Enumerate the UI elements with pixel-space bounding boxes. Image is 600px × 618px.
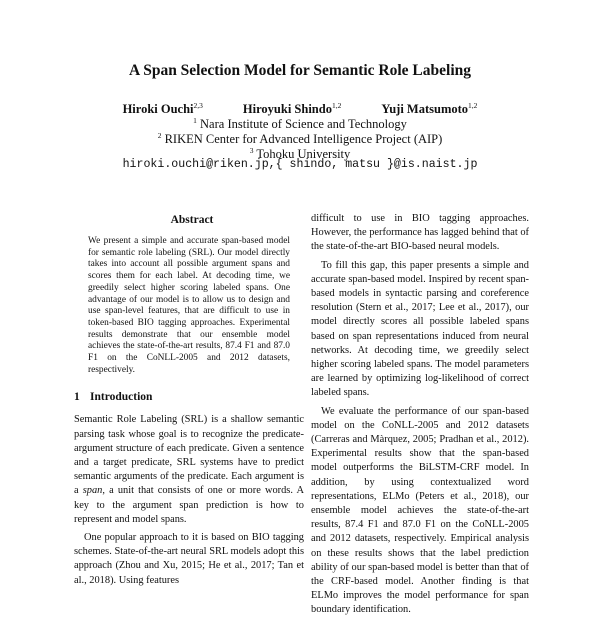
author-emails: hiroki.ouchi@riken.jp,{ shindo, matsu }@is.naist.jp (122, 158, 478, 171)
affiliation-name: RIKEN Center for Advanced Intelligence Project (AIP) (164, 132, 443, 147)
affiliation-name: Nara Institute of Science and Technology (200, 117, 407, 132)
affiliation-number: 1 (193, 116, 197, 125)
right-paragraph-2: To fill this gap, this paper presents a simple and accurate span-based model. Inspired by recent span-based models in syntactic parsing and coreference resolution (Stern et al., 2017; Lee et al., 2017), our model directly scores all possible labeled spans based on span representations induced from neural networks. At decoding time, we greedily select higher scoring labeled spans. The model parameters are learned by optimizing log-likelihood of correct labeled spans. (311, 259, 529, 399)
author-affiliation-marker: 1,2 (468, 101, 478, 110)
author-name: Yuji Matsumoto (381, 102, 469, 117)
right-paragraph-3: We evaluate the performance of our span-based model on the CoNLL-2005 and 2012 datasets (Carreras and Màrquez, 2005; Pradhan et al., 2012). Experimental results show that the span-based model outperforms the BiLSTM-CRF model. In addition, by using contextualized word representations, ELMo (Peters et al., 2018), our ensemble model achieves the state-of-the-art results, 87.4 F1 and 87.0 F1 on the CoNLL-2005 and 2012 datasets, respectively. Empirical analysis on these results shows that the label prediction ability of our span-based model is better than that of the CRF-based model. Another finding is that ELMo improves the model performance for span boundary identification. (311, 405, 529, 616)
right-column (311, 212, 529, 618)
paragraph-text: Semantic Role Labeling (SRL) is a shallow semantic parsing task whose goal is to recognize the predicate-argument structure of each predicate. Given a sentence and a target predicate, SRL systems have to predict semantic arguments of the predicate. Each argument is a (74, 414, 304, 497)
left-column (74, 213, 304, 588)
author-name: Hiroki Ouchi (122, 102, 194, 117)
paper-title: A Span Selection Model for Semantic Role Labeling (128, 62, 471, 79)
section-heading-introduction (74, 390, 304, 404)
author-affiliation-marker: 2,3 (193, 101, 203, 110)
affiliation-name: Tohoku University (256, 147, 351, 162)
section-number: 1 (74, 391, 80, 404)
emphasized-term: span (82, 485, 103, 497)
intro-paragraph-2: One popular approach to it is based on BIO tagging schemes. State-of-the-art neural SRL models adopt this approach (Zhou and Xu, 2015; He et al., 2017; Tan et al., 2018). Using features (74, 532, 304, 586)
affiliation-number: 2 (157, 131, 162, 140)
abstract-text: We present a simple and accurate span-based model for semantic role labeling (SRL). Our model directly takes into account all possible argument spans and scores them for each label. At decoding time, we greedily select higher scoring labeled spans. One advantage of our model is to allow us to design and use span-level features, that are difficult to use in token-based BIO tagging approaches. Experimental results demonstrate that our ensemble model achieves the state-of-the-art results, 87.4 F1 and 87.0 F1 on the CoNLL-2005 and 2012 datasets, respectively. (88, 236, 290, 375)
affiliation-number: 3 (249, 146, 254, 155)
right-paragraph-1: difficult to use in BIO tagging approaches. However, the performance has lagged behind that of the state-of-the-art BIO-based neural models. (311, 213, 529, 253)
section-title: Introduction (90, 391, 153, 404)
author-affiliation-marker: 1,2 (331, 101, 342, 110)
author-name: Hiroyuki Shindo (242, 102, 332, 117)
paragraph-text: , a unit that consists of one or more words. A key to the argument span prediction is how to represent and model spans. (74, 485, 304, 525)
abstract-heading: Abstract (170, 214, 214, 226)
intro-paragraph-1 (74, 413, 304, 527)
